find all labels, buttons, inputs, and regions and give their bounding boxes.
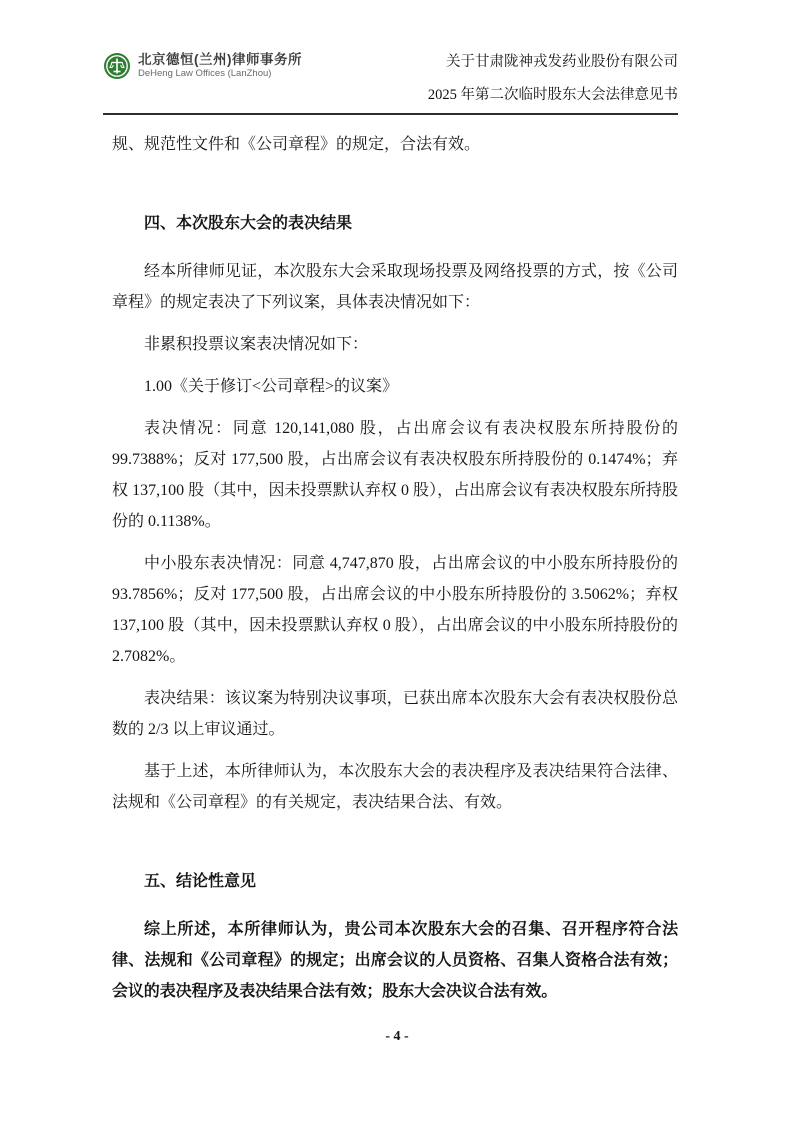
doc-title-line-1: 关于甘肃陇神戎发药业股份有限公司 — [446, 54, 678, 70]
paragraph: 经本所律师见证，本次股东大会采取现场投票及网络投票的方式，按《公司章程》的规定表决了下列议案，具体表决情况如下： — [112, 263, 678, 311]
page-number: - 4 - — [385, 1029, 409, 1044]
paragraph-continuation: 规、规范性文件和《公司章程》的规定，合法有效。 — [112, 136, 481, 153]
page-header — [103, 46, 678, 115]
paragraph-voting-result: 表决情况：同意 120,141,080 股，占出席会议有表决权股东所持股份的 99.7388%；反对 177,500 股，占出席会议有表决权股东所持股份的 0.1474%；弃权 137,100 股（其中，因未投票默认弃权 0 股），占出席会议有表决权股东所持股份的 0.1138%。 — [112, 420, 678, 530]
deheng-seal-icon — [103, 52, 131, 80]
section-heading-4: 四、本次股东大会的表决结果 — [144, 215, 353, 232]
paragraph-lawyer-opinion: 基于上述，本所律师认为，本次股东大会的表决程序及表决结果符合法律、法规和《公司章程》的有关规定，表决结果合法、有效。 — [112, 763, 678, 811]
document-reference — [428, 46, 678, 113]
law-firm-names — [138, 52, 302, 80]
paragraph-conclusion: 综上所述，本所律师认为，贵公司本次股东大会的召集、召开程序符合法律、法规和《公司章程》的规定；出席会议的人员资格、召集人资格合法有效；会议的表决程序及表决结果合法有效；股东大会决议合法有效。 — [112, 921, 678, 1000]
document-body — [112, 115, 678, 1018]
law-firm-identity — [103, 46, 302, 113]
paragraph-proposal-title: 1.00《关于修订<公司章程>的议案》 — [144, 378, 399, 395]
section-heading-5: 五、结论性意见 — [144, 873, 257, 890]
paragraph: 非累积投票议案表决情况如下： — [144, 336, 369, 353]
paragraph-minority-voting-result: 中小股东表决情况：同意 4,747,870 股，占出席会议的中小股东所持股份的 93.7856%；反对 177,500 股，占出席会议的中小股东所持股份的 3.5062%；弃权 137,100 股（其中，因未投票默认弃权 0 股），占出席会议的中小股东所持股份的 2.7082%。 — [112, 555, 678, 665]
law-firm-name-cn: 北京德恒(兰州)律师事务所 — [138, 52, 302, 67]
paragraph-resolution-result: 表决结果：该议案为特别决议事项，已获出席本次股东大会有表决权股份总数的 2/3 以上审议通过。 — [112, 690, 678, 738]
doc-title-line-2: 2025 年第二次临时股东大会法律意见书 — [427, 87, 678, 103]
law-firm-name-en: DeHeng Law Offices (LanZhou) — [138, 68, 272, 79]
